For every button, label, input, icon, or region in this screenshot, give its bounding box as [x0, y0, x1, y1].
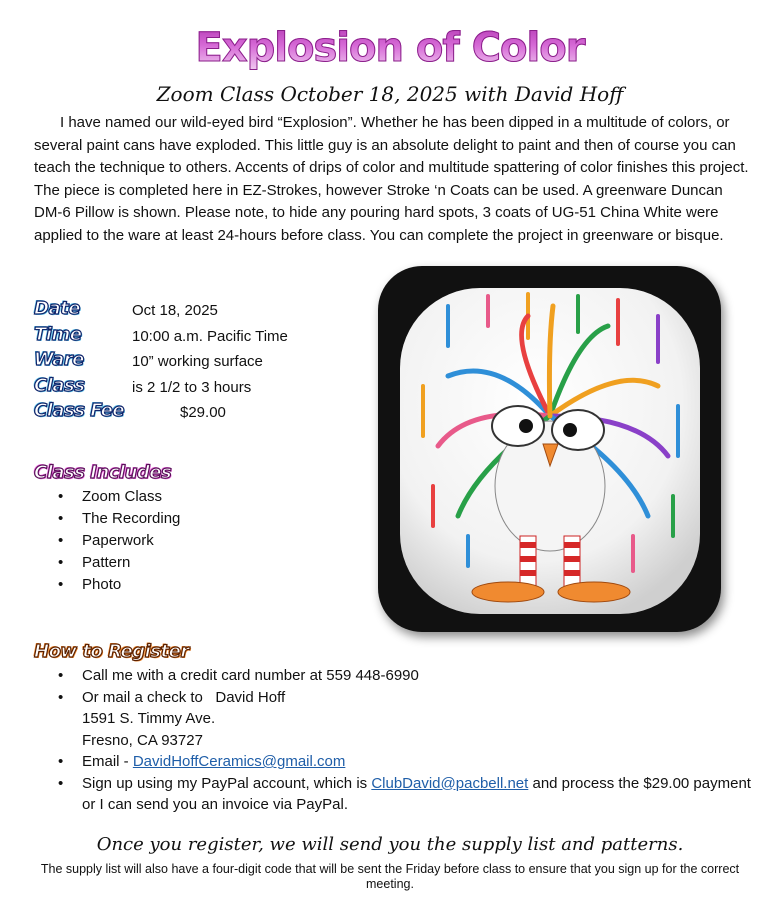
page-title: Explosion of Color: [0, 24, 780, 72]
mail-line: Or mail a check to David Hoff: [82, 688, 286, 706]
bird-pillow-photo: [378, 266, 721, 632]
class-label: Class: [34, 375, 85, 396]
address-line-1: 1591 S. Timmy Ave.: [82, 710, 216, 727]
date-value: Oct 18, 2025: [132, 302, 218, 319]
class-subtitle: Zoom Class October 18, 2025 with David Hoff: [156, 82, 624, 106]
class-fee-value: $29.00: [180, 404, 226, 421]
list-item: • The Recording: [34, 508, 334, 530]
list-item: • Photo: [34, 574, 334, 596]
how-to-register-heading: How to Register: [34, 641, 189, 662]
list-item: • Call me with a credit card number at 559 448-6990: [34, 665, 754, 687]
painted-bird-pillow-icon: [378, 266, 721, 632]
list-item: [34, 687, 754, 752]
time-value: 10:00 a.m. Pacific Time: [132, 328, 288, 345]
list-item: • Paperwork: [34, 530, 334, 552]
intro-paragraph: I have named our wild-eyed bird “Explosion”. Whether he has been dipped in a multitude of colors, or several paint cans have exploded. This little guy is an absolute delight to paint and then of course you can teach the technique to others. Accents of drips of color and multitude spattering of color finishes this project. The piece is completed here in EZ-Strokes, however Stroke ‘n Coats can be used. A greenware Duncan DM-6 Pillow is shown. Please note, to hide any pouring hard spots, 3 coats of UG-51 China White were applied to the ware at least 24-hours before class. You can complete the project in greenware or bisque.: [34, 114, 749, 244]
list-item: [34, 773, 754, 816]
list-item: • Zoom Class: [34, 486, 334, 508]
date-label: Date: [34, 298, 80, 319]
paypal-prefix: Sign up using my PayPal account, which is: [82, 774, 372, 792]
class-value: is 2 1/2 to 3 hours: [132, 379, 252, 396]
list-item: [34, 751, 754, 773]
ware-value: 10” working surface: [132, 353, 263, 370]
paypal-email-link[interactable]: ClubDavid@pacbell.net: [371, 774, 529, 792]
register-list: [34, 665, 754, 816]
closing-message: Once you register, we will send you the supply list and patterns.: [96, 834, 684, 855]
class-fee-label: Class Fee: [34, 400, 125, 421]
ware-label: Ware: [34, 349, 84, 370]
address-line-2: Fresno, CA 93727: [82, 731, 203, 749]
email-prefix: Email -: [82, 753, 133, 770]
class-includes-list: [34, 486, 334, 596]
email-link[interactable]: DavidHoffCeramics@gmail.com: [132, 753, 346, 770]
time-label: Time: [34, 324, 82, 345]
supply-list-note: The supply list will also have a four-digit code that will be sent the Friday before class to ensure that you sign up for the correct meeting.: [40, 862, 740, 891]
list-item: • Pattern: [34, 552, 334, 574]
class-includes-heading: Class Includes: [34, 462, 172, 483]
paypal-suffix: and process the $29.00 payment or I can send you an invoice via PayPal.: [82, 774, 751, 813]
